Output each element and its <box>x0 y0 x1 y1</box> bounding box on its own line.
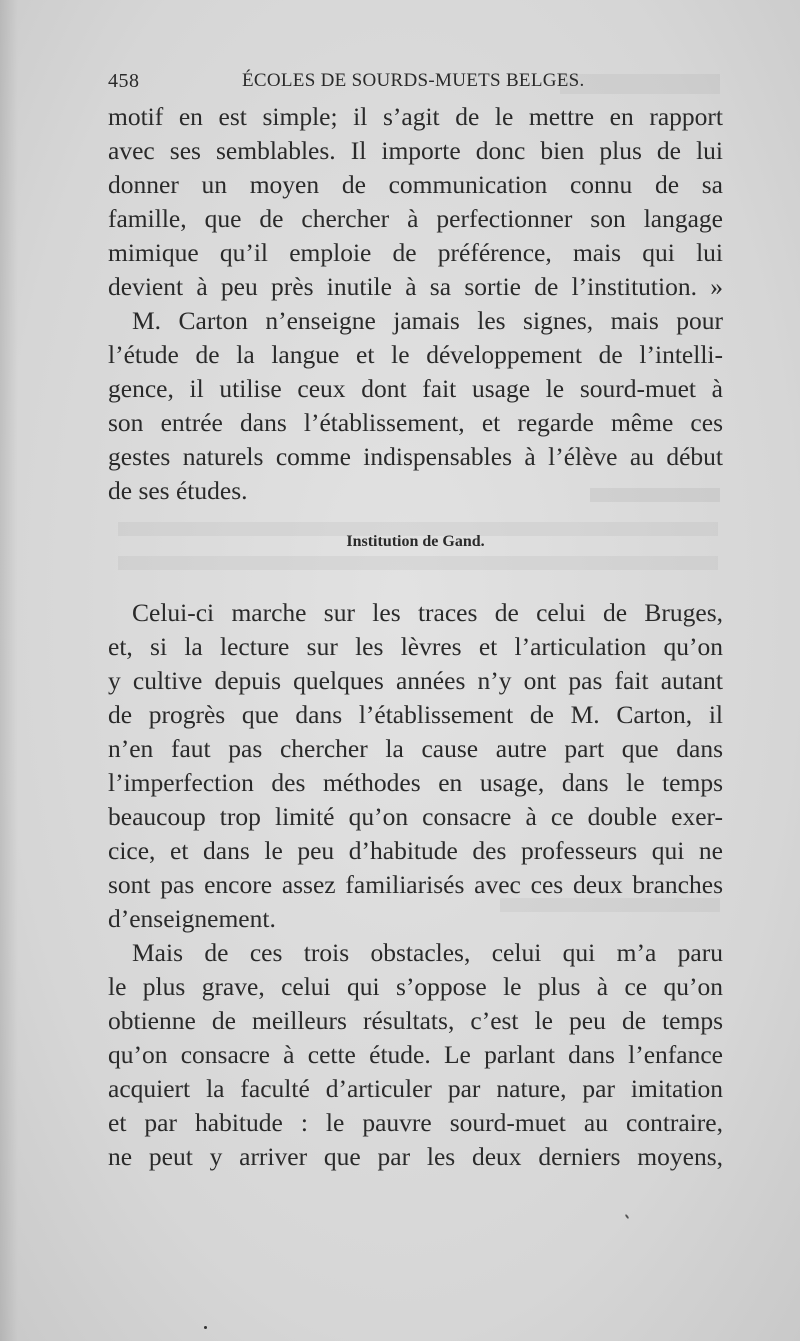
text-line: et par habitude : le pauvre sourd-muet au contraire, <box>108 1108 723 1137</box>
page-number: 458 <box>108 70 140 92</box>
paper-speck <box>625 1214 630 1219</box>
text-line: l’imperfection des méthodes en usage, dans le temps <box>108 768 723 797</box>
text-line: qu’on consacre à cette étude. Le parlant dans l’enfance <box>108 1040 723 1069</box>
text-line: et, si la lecture sur les lèvres et l’articulation qu’on <box>108 632 723 661</box>
text-line: y cultive depuis quelques années n’y ont pas fait autant <box>108 666 723 695</box>
text-line: acquiert la faculté d’articuler par nature, par imitation <box>108 1074 723 1103</box>
text-line: mimique qu’il emploie de préférence, mais qui lui <box>108 238 723 267</box>
text-line: gestes naturels comme indispensables à l’élève au début <box>108 442 723 471</box>
page-header <box>108 70 723 100</box>
text-line: sont pas encore assez familiarisés avec ces deux branches <box>108 870 723 899</box>
section-heading: Institution de Gand. <box>346 533 485 550</box>
text-line: beaucoup trop limité qu’on consacre à ce double exer- <box>108 802 723 831</box>
text-line: d’enseignement. <box>108 904 276 933</box>
text-line: Celui-ci marche sur les traces de celui de Bruges, <box>132 598 723 627</box>
text-line: de progrès que dans l’établissement de M. Carton, il <box>108 700 723 729</box>
text-line: famille, que de chercher à perfectionner son langage <box>108 204 723 233</box>
text-line: avec ses semblables. Il importe donc bien plus de lui <box>108 136 723 165</box>
text-line: ne peut y arriver que par les deux derniers moyens, <box>108 1142 723 1171</box>
text-line: devient à peu près inutile à sa sortie de l’institution. » <box>108 272 723 301</box>
text-line: obtienne de meilleurs résultats, c’est le peu de temps <box>108 1006 723 1035</box>
text-line: de ses études. <box>108 476 248 505</box>
text-line: n’en faut pas chercher la cause autre part que dans <box>108 734 723 763</box>
text-line: motif en est simple; il s’agit de le mettre en rapport <box>108 102 723 131</box>
text-line: le plus grave, celui qui s’oppose le plus à ce qu’on <box>108 972 723 1001</box>
text-line: l’étude de la langue et le développement de l’intelli- <box>108 340 723 369</box>
text-line: cice, et dans le peu d’habitude des professeurs qui ne <box>108 836 723 865</box>
text-line: son entrée dans l’établissement, et regarde même ces <box>108 408 723 437</box>
text-line: M. Carton n’enseigne jamais les signes, mais pour <box>132 306 723 335</box>
gutter-shadow <box>0 0 18 1341</box>
text-line: donner un moyen de communication connu de sa <box>108 170 723 199</box>
running-head: ÉCOLES DE SOURDS-MUETS BELGES. <box>242 70 585 91</box>
text-line: gence, il utilise ceux dont fait usage le sourd-muet à <box>108 374 723 403</box>
paper-speck <box>204 1326 207 1329</box>
body-text <box>108 100 723 1174</box>
text-line: Mais de ces trois obstacles, celui qui m’a paru <box>132 938 723 967</box>
